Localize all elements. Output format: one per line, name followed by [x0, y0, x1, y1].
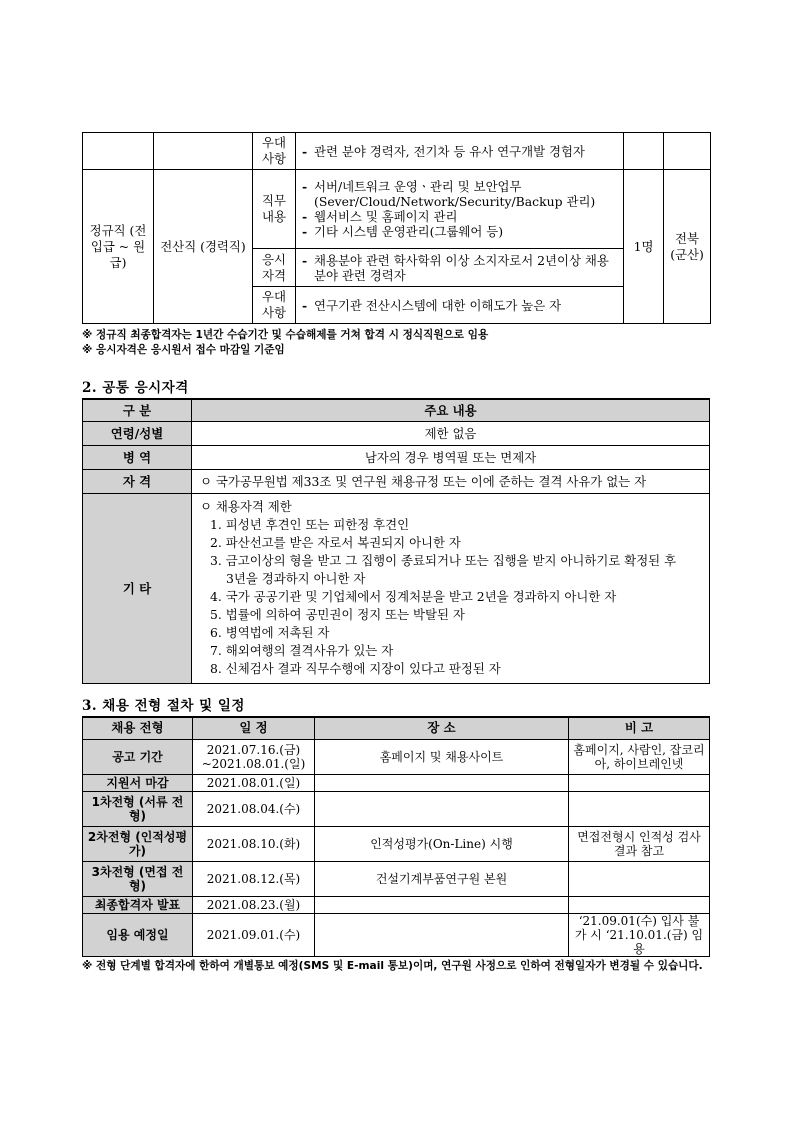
pref-label: 우대 사항 [253, 287, 296, 324]
row-content: 남자의 경우 병역필 또는 면제자 [192, 445, 710, 469]
note-cell: 홈페이지, 사람인, 잡코리아, 하이브레인넷 [569, 740, 710, 775]
date-cell: 2021.08.01.(일) [193, 775, 315, 792]
section-title: 3. 채용 전형 절차 및 일정 [82, 697, 245, 714]
list-item: - 서버/네트워크 운영ㆍ관리 및 보안업무 (Sever/Cloud/Network/Security/Backup 관리) [300, 179, 619, 209]
stage-cell: 임용 예정일 [83, 914, 193, 957]
notes-block [82, 328, 710, 358]
stage-cell: 2차전형 (인적성평가) [83, 827, 193, 862]
list-item: 8. 신체검사 결과 직무수행에 지장이 있다고 판정된 자 [210, 661, 501, 676]
list-item: 3년을 경과하지 아니한 자 [226, 571, 366, 586]
column-header: 비 고 [569, 717, 710, 740]
duties-label: 직무 내용 [253, 170, 296, 249]
list-item: 5. 법률에 의하여 공민권이 정지 또는 박탈된 자 [210, 607, 465, 622]
section-title: 2. 공통 응시자격 [82, 380, 189, 396]
table-row [83, 827, 710, 862]
table-row [83, 740, 710, 775]
job-table [82, 132, 711, 324]
stage-cell: 지원서 마감 [83, 775, 193, 792]
common-qualification-table [82, 398, 710, 684]
document-page [82, 132, 710, 974]
note-line: ※ 정규직 최종합격자는 1년간 수습기간 및 수습해제를 거쳐 합격 시 정식직원으로 임용 [82, 329, 489, 341]
pref-content-top: - 관련 분야 경력자, 전기차 등 유사 연구개발 경험자 [300, 144, 619, 159]
list-item: 2. 파산선고를 받은 자로서 복권되지 아니한 자 [210, 535, 461, 550]
row-label: 병 역 [83, 445, 192, 469]
work-location: 전북 (군산) [664, 170, 711, 324]
list-item: 3. 금고이상의 형을 받고 그 집행이 종료되거나 또는 집행을 받지 아니하기로 확정된 후 [210, 553, 677, 568]
note-line: ※ 응시자격은 응시원서 접수 마감일 기준임 [82, 344, 285, 356]
list-item: 7. 해외여행의 결격사유가 있는 자 [210, 643, 394, 658]
place-cell [315, 792, 569, 827]
table-row [83, 717, 710, 740]
place-cell [315, 914, 569, 957]
pref-label-top: 우대 사항 [253, 133, 296, 170]
etc-title: ㅇ 채용자격 제한 [200, 499, 292, 514]
table-row [83, 792, 710, 827]
duties-list [300, 179, 619, 239]
note-cell: ‘21.09.01(수) 입사 불가 시 ‘21.10.01.(금) 임용 [569, 914, 710, 957]
date-cell: 2021.08.23.(월) [193, 897, 315, 914]
pref-content: - 연구기관 전산시스템에 대한 이해도가 높은 자 [300, 298, 619, 313]
date-cell: 2021.08.04.(수) [193, 792, 315, 827]
etc-list [200, 516, 703, 678]
table-row [83, 421, 710, 445]
stage-cell: 최종합격자 발표 [83, 897, 193, 914]
list-item: - 웹서비스 및 홈페이지 관리 [300, 209, 619, 224]
row-content: 제한 없음 [192, 421, 710, 445]
table-row [83, 170, 711, 249]
stage-cell: 1차전형 (서류 전형) [83, 792, 193, 827]
date-cell: 2021.08.12.(목) [193, 862, 315, 897]
list-item: 6. 병역법에 저촉된 자 [210, 625, 330, 640]
date-cell: 2021.09.01.(수) [193, 914, 315, 957]
note-cell [569, 862, 710, 897]
table-row [83, 897, 710, 914]
employment-type: 정규직 (전입급 ~ 원급) [83, 170, 154, 324]
date-cell: 2021.08.10.(화) [193, 827, 315, 862]
list-item: - 기타 시스템 운영관리(그룹웨어 등) [300, 224, 619, 239]
place-cell: 홈페이지 및 채용사이트 [315, 740, 569, 775]
note-cell [569, 897, 710, 914]
place-cell [315, 775, 569, 792]
table-row [83, 399, 710, 421]
note-cell [569, 775, 710, 792]
job-field: 전산직 (경력직) [154, 170, 253, 324]
date-cell: 2021.07.16.(금) ~2021.08.01.(일) [193, 740, 315, 775]
note-cell: 면접전형시 인적성 검사결과 참고 [569, 827, 710, 862]
stage-cell: 공고 기간 [83, 740, 193, 775]
row-label: 기 타 [83, 493, 192, 683]
place-cell: 건설기계부품연구원 본원 [315, 862, 569, 897]
column-header: 채용 전형 [83, 717, 193, 740]
table-row [83, 493, 710, 683]
schedule-table [82, 716, 710, 958]
list-item: 1. 피성년 후견인 또는 피한정 후견인 [210, 517, 410, 532]
column-header: 구 분 [83, 399, 192, 421]
table-row [83, 914, 710, 957]
column-header: 장 소 [315, 717, 569, 740]
place-cell [315, 897, 569, 914]
column-header: 주요 내용 [192, 399, 710, 421]
table-row [83, 445, 710, 469]
note-cell [569, 792, 710, 827]
list-item: 4. 국가 공공기관 및 기업체에서 징계처분을 받고 2년을 경과하지 아니한 자 [210, 589, 617, 604]
column-header: 일 정 [193, 717, 315, 740]
hire-count: 1명 [624, 170, 664, 324]
stage-cell: 3차전형 (면접 전형) [83, 862, 193, 897]
row-content: ㅇ 국가공무원법 제33조 및 연구원 채용규정 또는 이에 준하는 결격 사유가 없는 자 [192, 469, 710, 493]
table-row [83, 775, 710, 792]
table-row [83, 469, 710, 493]
qual-content: - 채용분야 관련 학사학위 이상 소지자로서 2년이상 채용분야 관련 경력자 [300, 253, 619, 283]
qual-label: 응시 자격 [253, 249, 296, 287]
place-cell: 인적성평가(On-Line) 시행 [315, 827, 569, 862]
row-label: 자 격 [83, 469, 192, 493]
schedule-note: ※ 전형 단계별 합격자에 한하여 개별통보 예정(SMS 및 E-mail 통보)이며, 연구원 사정으로 인하여 전형일자가 변경될 수 있습니다. [82, 960, 703, 972]
table-row [83, 862, 710, 897]
table-row [83, 133, 711, 170]
row-label: 연령/성별 [83, 421, 192, 445]
